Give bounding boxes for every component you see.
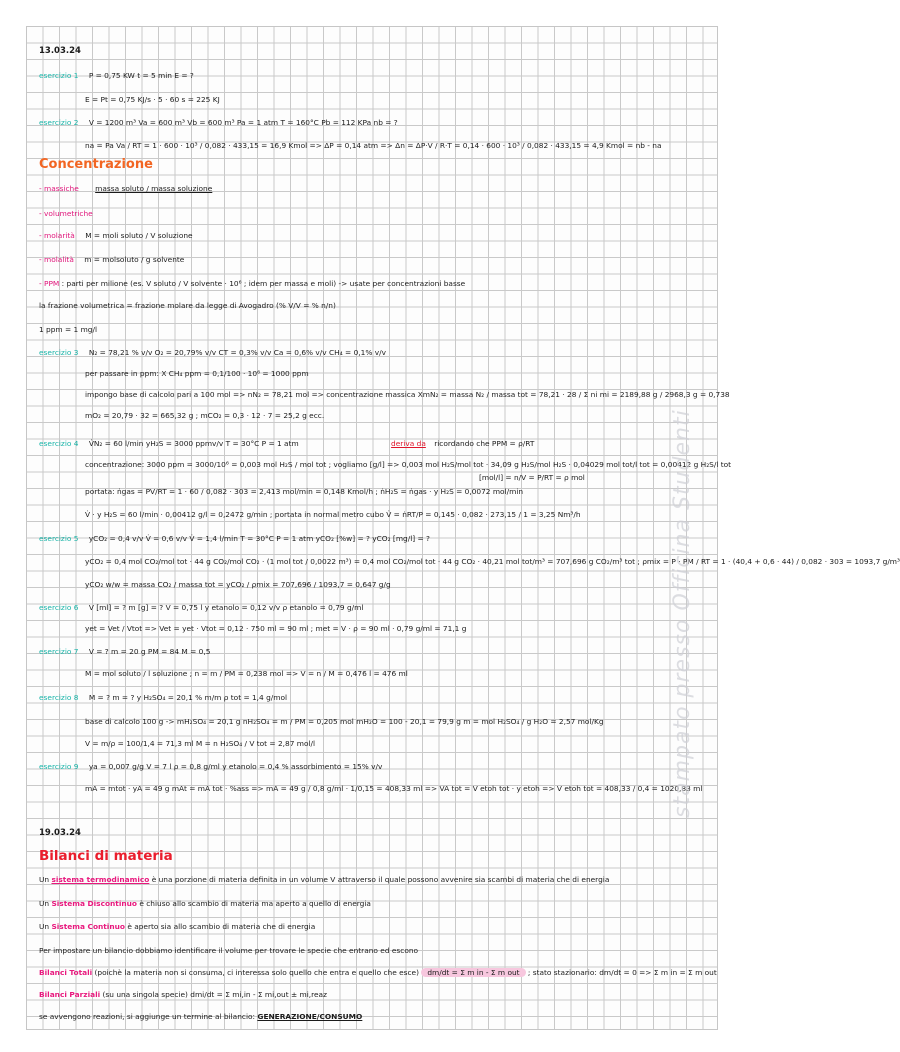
bilanci-totali-row (39, 968, 717, 977)
sistema-continuo-row (39, 922, 709, 931)
sistema-termodinamico-term: sistema termodinamico (51, 875, 150, 884)
exercise-9-label: esercizio 9 (39, 762, 79, 771)
bilanci-totali-formula: dm/dt = Σ m in - Σ m out (421, 968, 525, 977)
deriva-da-note: deriva da (391, 439, 426, 448)
exercise-2-line1: V = 1200 m³ Va = 600 m³ Vb = 600 m³ Pa = 1 atm T = 160°C Pb = 112 KPa nb = ? (88, 118, 398, 127)
exercise-3-data (39, 348, 709, 357)
exercise-6-line2: yet = Vet / Vtot => Vet = yet · Vtot = 0,12 · 750 ml = 90 ml ; met = V · ρ = 90 ml · 0,79 g/ml = 71,1 g (85, 624, 467, 633)
exercise-4-portata: portata: ṅgas = PV/RT = 1 · 60 / 0,082 · 303 = 2,413 mol/min = 0,148 Kmol/h ; ṅH₂S = ṅgas · y H₂S = 0,0072 mol/min (85, 487, 524, 496)
sistema-continuo-term: Sistema Continuo (51, 922, 125, 931)
exercise-6-label: esercizio 6 (39, 603, 79, 612)
frazione-volumetrica: la frazione volumetrica = frazione molare da legge di Avogadro (% V/V = % n/n) (39, 301, 336, 310)
exercise-4-label: esercizio 4 (39, 439, 79, 448)
exercise-5-data (39, 534, 709, 543)
bilanci-totali-term: Bilanci Totali (39, 968, 93, 977)
exercise-5-label: esercizio 5 (39, 534, 79, 543)
exercise-4-data (39, 439, 709, 448)
exercise-7-line1: V = ? m = 20 g PM = 84 M = 0,5 (88, 647, 211, 656)
exercise-3-line4: mO₂ = 20,79 · 32 = 665,32 g ; mCO₂ = 0,3 · 12 · 7 = 25,2 g ecc. (85, 411, 325, 420)
exercise-8-line3: V = m/ρ = 100/1,4 = 71,3 ml M = n H₂SO₄ / V tot = 2,87 mol/l (85, 739, 316, 748)
volumetriche-label: - volumetriche (39, 209, 93, 218)
exercise-2-data (39, 118, 709, 127)
massiche-formula: massa soluto / massa soluzione (95, 184, 213, 193)
sistema-discontinuo-term: Sistema Discontinuo (51, 899, 137, 908)
volumetriche-row (39, 209, 709, 218)
exercise-8-line1: M = ? m = ? y H₂SO₄ = 20,1 % m/m ρ tot = 1,4 g/mol (88, 693, 288, 702)
massiche-row (39, 184, 709, 193)
exercise-2-solution: na = Pa Va / RT = 1 · 600 · 10³ / 0,082 · 433,15 = 16,9 Kmol => ΔP = 0,14 atm => Δn = ΔP·V / R·T = 0,14 · 600 · 10³ / 0,082 · 433,15 = 4,9 Kmol = nb - na (85, 141, 662, 150)
exercise-3-label: esercizio 3 (39, 348, 79, 357)
date-13-03-24: 13.03.24 (39, 46, 81, 56)
exercise-8-data (39, 693, 709, 702)
exercise-2-label: esercizio 2 (39, 118, 79, 127)
molarita-label: - molarità (39, 231, 75, 240)
molarita-row (39, 231, 709, 240)
stato-stazionario: ; stato stazionario: dm/dt = 0 => Σ m in = Σ m out (527, 968, 717, 977)
ppm-text: : parti per milione (es. V soluto / V solvente · 10⁶ ; idem per massa e moli) -> usate per concentrazioni basse (61, 279, 466, 288)
exercise-4-concentration-note: [mol/l] = n/V = P/RT = ρ mol (479, 473, 585, 482)
exercise-8-label: esercizio 8 (39, 693, 79, 702)
massiche-label: - massiche (39, 184, 79, 193)
exercise-8-line2: base di calcolo 100 g -> mH₂SO₄ = 20,1 g nH₂SO₄ = m / PM = 0,205 mol mH₂O = 100 - 20,1 = 79,9 g m = mol H₂SO₄ / g H₂O = 2,57 mol/Kg (85, 717, 604, 726)
ppm-row (39, 279, 709, 288)
exercise-3-line3: impongo base di calcolo pari a 100 mol => nN₂ = 78,21 mol => concentrazione massica XmN₂ = massa N₂ / massa tot = 78,21 · 28 / Σ ni mi = 2189,88 g / 2968,3 g = 0,738 (85, 390, 730, 399)
cont-pre: Un (39, 922, 50, 931)
exercise-9-line1: ya = 0,007 g/g V = 7 l ρ = 0,8 g/ml y etanolo = 0,4 % assorbimento = 15% v/v (88, 762, 383, 771)
exercise-3-line1: N₂ = 78,21 % v/v O₂ = 20,79% v/v CT = 0,3% v/v Ca = 0,6% v/v CH₄ = 0,1% v/v (88, 348, 386, 357)
exercise-7-data (39, 647, 709, 656)
molarita-formula: M = moli soluto / V soluzione (85, 231, 193, 240)
generazione-consumo: GENERAZIONE/CONSUMO (257, 1012, 363, 1021)
bilanci-parziali-row (39, 990, 709, 999)
exercise-7-label: esercizio 7 (39, 647, 79, 656)
exercise-9-data (39, 762, 709, 771)
cont-definition: è aperto sia allo scambio di materia che di energia (127, 922, 316, 931)
bilanci-di-materia-title: Bilanci di materia (39, 848, 173, 864)
molalita-label: - molalità (39, 255, 74, 264)
exercise-1-line1: P = 0,75 KW t = 5 min E = ? (88, 71, 194, 80)
disc-definition: è chiuso allo scambio di materia ma aperto a quello di energia (139, 899, 371, 908)
termo-pre: Un (39, 875, 50, 884)
exercise-6-line1: V [ml] = ? m [g] = ? V = 0,75 l y etanolo = 0,12 v/v ρ etanolo = 0,79 g/ml (88, 603, 364, 612)
exercise-9-line2: mA = mtot · yA = 49 g mAt = mA tot · %ass => mA = 49 g / 0,8 g/ml · 1/0,15 = 408,33 ml => VA tot = V etoh tot · y etoh => V etoh tot = 408,33 / 0,4 = 1020,83 ml (85, 784, 703, 793)
ppm-label: - PPM (39, 279, 60, 288)
exercise-1-data (39, 71, 709, 80)
reazioni-row (39, 1012, 709, 1021)
reazioni-text: se avvengono reazioni, si aggiunge un termine al bilancio: (39, 1012, 256, 1021)
molalita-formula: m = molsoluto / g solvente (84, 255, 185, 264)
sistema-discontinuo-row (39, 899, 709, 908)
exercise-5-line1: yCO₂ = 0,4 v/v V̇ = 0,6 v/v V̇ = 1,4 l/min T = 30°C P = 1 atm yCO₂ [%w] = ? yCO₂ [mg/l] = ? (88, 534, 430, 543)
exercise-1-solution: E = Pt = 0,75 KJ/s · 5 · 60 s = 225 KJ (85, 95, 220, 104)
exercise-4-normal-m3: V̇ · y H₂S = 60 l/min · 0,00412 g/l = 0,2472 g/min ; portata in normal metro cubo V̇ = ṅRT/P = 0,145 · 0,082 · 273,15 / 1 = 3,25 Nm³/h (85, 510, 581, 519)
exercise-5-line2: yCO₂ = 0,4 mol CO₂/mol tot · 44 g CO₂/mol CO₂ · (1 mol tot / 0,0022 m³) = 0,4 mol CO₂/mol tot · 44 g CO₂ · 40,21 mol tot/m³ = 707,696 g CO₂/m³ tot ; ρmix = P · PM / RT = 1 · (40,4 + 0,6 · 44) / 0,082 · 303 = 1093,7 g/m³ (85, 557, 900, 566)
date-19-03-24: 19.03.24 (39, 828, 81, 838)
termo-definition: è una porzione di materia definita in un volume V attraverso il quale possono avvenire sia scambi di materia che di energia (151, 875, 610, 884)
exercise-4-concentration: concentrazione: 3000 ppm = 3000/10⁶ = 0,003 mol H₂S / mol tot ; vogliamo [g/l] => 0,003 mol H₂S/mol tot · 34,09 g H₂S/mol H₂S · 0,04029 mol tot/l tot = 0,00412 g H₂S/l tot (85, 460, 732, 469)
disc-pre: Un (39, 899, 50, 908)
exercise-4-line1: V̇N₂ = 60 l/min yH₂S = 3000 ppmv/v T = 30°C P = 1 atm (88, 439, 299, 448)
impostare-bilancio: Per impostare un bilancio dobbiamo identificare il volume per trovare le specie che entrano ed escono (39, 946, 419, 955)
exercise-7-line2: M = mol soluto / l soluzione ; n = m / PM = 0,238 mol => V = n / M = 0,476 l = 476 ml (85, 669, 408, 678)
watermark-text: stampato presso Officina Studenti (670, 409, 695, 818)
bilanci-parziali-text: (su una singola specie) dmi/dt = Σ mi,in - Σ mi,out ± mi,reaz (102, 990, 327, 999)
molalita-row (39, 255, 709, 264)
bilanci-totali-text: (poichè la materia non si consuma, ci interessa solo quello che entra e quello che esce) (94, 968, 419, 977)
notebook-page (26, 26, 900, 1030)
ppm-definition: 1 ppm = 1 mg/l (39, 325, 98, 334)
exercise-1-label: esercizio 1 (39, 71, 79, 80)
exercise-3-line2: per passare in ppm: X CH₄ ppm = 0,1/100 · 10⁶ = 1000 ppm (85, 369, 309, 378)
exercise-4-ppm-note: ricordando che PPM = ρ/RT (434, 439, 535, 448)
concentrazione-title: Concentrazione (39, 157, 153, 172)
exercise-6-data (39, 603, 709, 612)
sistema-termodinamico-row (39, 875, 709, 884)
exercise-5-line3: yCO₂ w/w = massa CO₂ / massa tot = yCO₂ / ρmix = 707,696 / 1093,7 = 0,647 g/g (85, 580, 391, 589)
bilanci-parziali-term: Bilanci Parziali (39, 990, 101, 999)
